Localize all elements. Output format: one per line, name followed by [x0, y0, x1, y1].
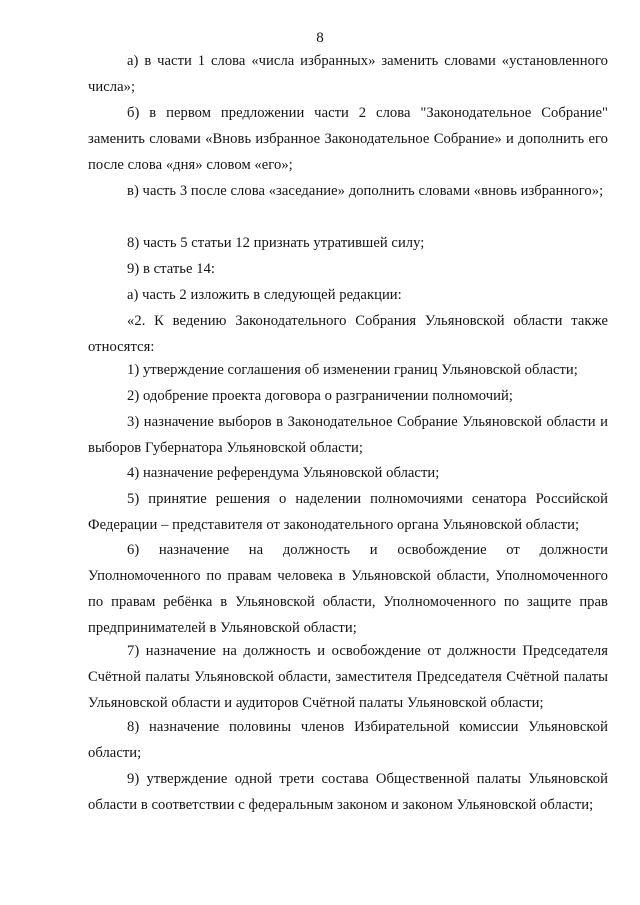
paragraph-6: а) часть 2 изложить в следующей редакции:: [127, 287, 402, 303]
paragraph-12: 5) принятие решения о наделении полномочиями сенатора Российской Федерации – представителя от законодательного органа Ульяновской области;: [88, 491, 608, 533]
page-number: 8: [316, 30, 324, 46]
paragraph-11: 4) назначение референдума Ульяновской области;: [127, 465, 440, 481]
paragraph-3: в) часть 3 после слова «заседание» дополнить словами «вновь избранного»;: [127, 183, 604, 199]
paragraph-1: а) в части 1 слова «числа избранных» заменить словами «установленного числа»;: [88, 53, 608, 95]
paragraph-10: 3) назначение выборов в Законодательное Собрание Ульяновской области и выборов Губернатора Ульяновской области;: [88, 414, 608, 456]
paragraph-16: 9) утверждение одной трети состава Общественной палаты Ульяновской области в соответствии с федеральным законом и законом Ульяновской области;: [88, 771, 608, 813]
paragraph-9: 2) одобрение проекта договора о разграничении полномочий;: [127, 388, 513, 404]
paragraph-5: 9) в статье 14:: [127, 261, 216, 277]
paragraph-13: 6) назначение на должность и освобождение от должности Уполномоченного по правам человека в Ульяновской области, Уполномоченного по правам ребёнка в Ульяновской области, Уполномоченного по защите прав предпринимателей в Ульяновской области;: [88, 542, 608, 636]
paragraph-15: 8) назначение половины членов Избирательной комиссии Ульяновской области;: [88, 719, 608, 761]
paragraph-8: 1) утверждение соглашения об изменении границ Ульяновской области;: [127, 362, 578, 378]
paragraph-2: б) в первом предложении части 2 слова "Законодательное Собрание" заменить словами «Вновь избранное Законодательное Собрание» и дополнить его после слова «дня» словом «его»;: [88, 105, 608, 173]
paragraph-4: 8) часть 5 статьи 12 признать утратившей силу;: [127, 235, 425, 251]
paragraph-7: «2. К ведению Законодательного Собрания Ульяновской области также относятся:: [88, 313, 608, 355]
paragraph-14: 7) назначение на должность и освобождение от должности Председателя Счётной палаты Ульяновской области, заместителя Председателя Счётной палаты Ульяновской области и аудиторов Счётной палаты Ульяновской области;: [88, 643, 608, 711]
